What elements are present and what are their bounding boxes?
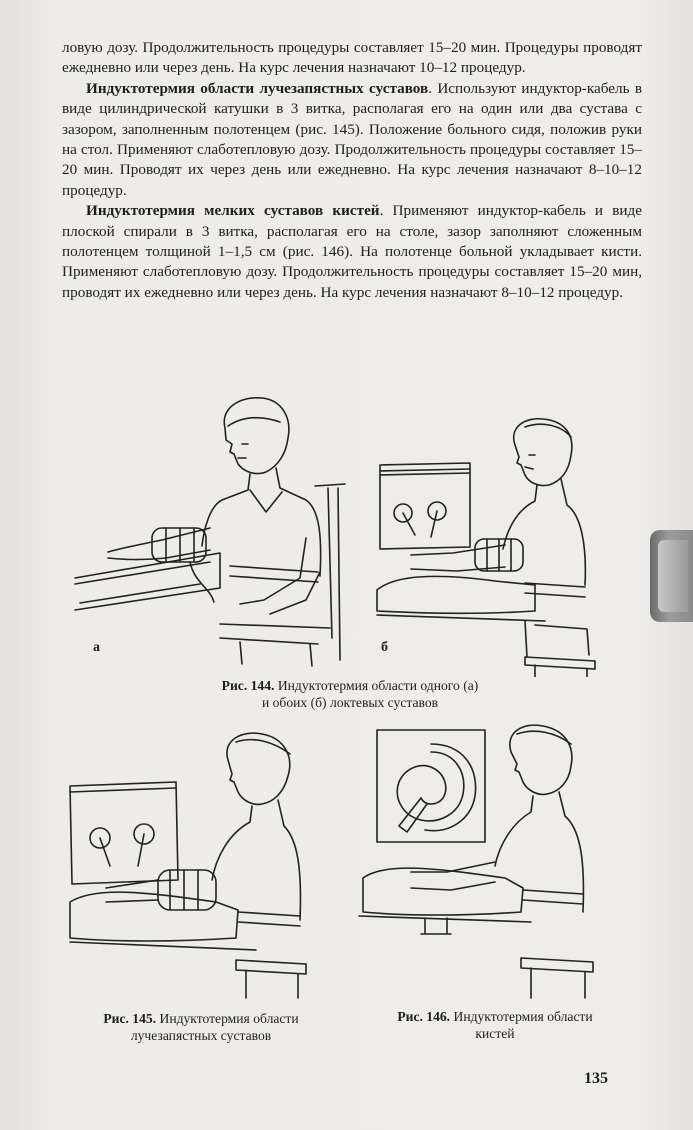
paragraph-2-heading: Индуктотермия области лучезапястных суставов	[86, 79, 429, 97]
figure-146-caption-number: Рис. 146.	[397, 1009, 451, 1024]
paragraph-1-text: ловую дозу. Продолжительность процедуры составляет 15–20 мин. Процедуры проводят ежедневно или через день. На курс лечения назначают 10–12 процедур.	[62, 39, 642, 77]
figure-145-caption-line1: Индуктотермия области	[159, 1011, 299, 1026]
paragraph-1	[62, 38, 642, 79]
paragraph-3-heading: Индуктотермия мелких суставов кистей	[86, 202, 380, 220]
paragraph-3	[62, 201, 642, 303]
figure-146-caption-line1: Индуктотермия области	[453, 1009, 593, 1024]
figure-146-illustration	[355, 722, 617, 1002]
figure-145-caption-number: Рис. 145.	[103, 1011, 157, 1026]
figure-144-caption	[140, 677, 560, 711]
figure-146-caption	[360, 1008, 630, 1042]
figure-144-caption-line2: и обоих (б) локтевых суставов	[261, 695, 439, 710]
figure-144-caption-number: Рис. 144.	[221, 678, 275, 693]
body-text	[62, 38, 642, 303]
paragraph-2	[62, 79, 642, 201]
paragraph-3-text: . Применяют индуктор-кабель и виде плоской спирали в 3 витка, располагая его на столе, зазор заполняют сложенным полотенцем толщиной 1–1,5 см (рис. 146). На полотенце больной укладывает кисти. Применяют слаботепловую дозу. Продолжительность процедуры составляет 15–20 мин, проводят их ежедневно или через день. На курс лечения назначают 8–10–12 процедур.	[62, 202, 642, 301]
page-tab-handle-inner	[658, 540, 688, 612]
page-number: 135	[584, 1070, 608, 1087]
paragraph-2-text: . Используют индуктор-кабель в виде цилиндрической катушки в 3 витка, располагая его на один или два сустава с зазором, заполненным полотенцем (рис. 145). Положение больного сидя, положив руки на стол. Применяют слаботепловую дозу. Продолжительность процедуры составляет 15–20 мин. Проводят их через день или ежедневно. На курс лечения назначают 8–10–12 процедур.	[62, 79, 642, 199]
figure-144a-letter: а	[93, 640, 100, 655]
figure-144a-illustration	[70, 388, 360, 670]
figure-144b-letter: б	[381, 640, 388, 655]
figure-145-caption-line2: лучезапястных суставов	[130, 1028, 272, 1043]
figure-144-caption-line1: Индуктотермия области одного (а)	[277, 678, 479, 693]
figure-145-illustration	[66, 730, 326, 1002]
figure-145-caption	[66, 1010, 336, 1044]
figure-144b-illustration	[375, 415, 605, 677]
figure-146-caption-line2: кистей	[475, 1026, 515, 1041]
